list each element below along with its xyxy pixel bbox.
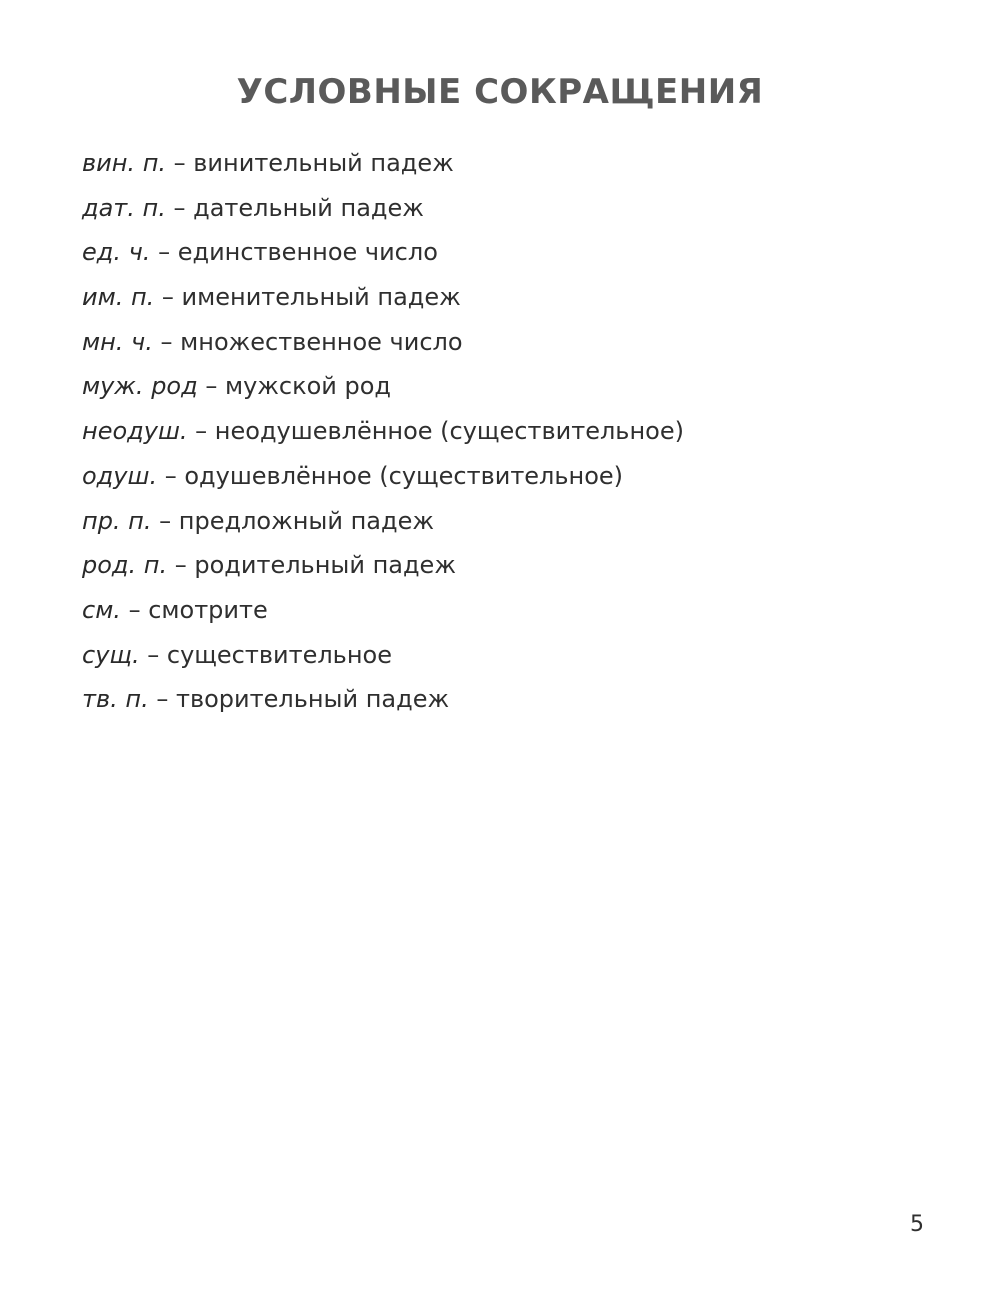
list-item [82,459,684,504]
list-item [82,548,684,593]
separator: – [120,595,149,624]
meaning: неодушевлённое (существительное) [214,417,684,446]
meaning: одушевлённое (существительное) [184,461,624,490]
abbreviation: род. п. [82,551,168,580]
abbreviation: им. п. [82,283,155,312]
meaning: родительный падеж [194,551,456,580]
separator: – [166,149,194,177]
separator: – [157,461,185,490]
separator: – [148,685,176,714]
separator: – [151,506,179,535]
separator: – [139,640,167,669]
meaning: винительный падеж [193,149,454,177]
abbreviation: мн. ч. [82,327,153,356]
abbreviation: неодуш. [82,417,188,446]
list-item [82,369,684,414]
abbreviation: тв. п. [82,685,149,714]
page-number: 5 [910,1212,924,1237]
list-item [82,414,684,459]
meaning: мужской род [224,372,392,401]
separator: – [197,372,225,401]
list-item [82,638,684,683]
list-item [82,235,684,280]
meaning: множественное число [180,327,463,356]
abbreviation: одуш. [82,461,158,490]
abbreviation: ед. ч. [82,238,151,267]
meaning: существительное [166,640,392,669]
separator: – [152,327,181,356]
meaning: именительный падеж [181,283,461,312]
separator: – [167,551,195,580]
list-item [82,191,684,236]
list-item [82,682,684,727]
abbreviation: муж. род [82,372,198,401]
separator: – [187,417,215,446]
abbreviation: см. [82,595,121,624]
meaning: единственное число [177,238,438,267]
list-item [82,280,684,325]
abbreviation: пр. п. [82,506,152,535]
abbreviation: сущ. [82,640,140,669]
page-title: УСЛОВНЫЕ СОКРАЩЕНИЯ [236,72,764,112]
list-item [82,504,684,549]
separator: – [165,193,194,222]
meaning: предложный падеж [178,506,434,535]
separator: – [154,283,182,312]
list-item [82,146,684,191]
abbreviations-list [82,146,684,727]
meaning: смотрите [148,595,268,624]
separator: – [150,238,178,267]
abbreviation: дат. п. [82,193,166,222]
list-item [82,325,684,370]
abbreviation: вин. п. [82,149,167,177]
meaning: дательный падеж [193,193,424,222]
list-item [82,593,684,638]
meaning: творительный падеж [175,685,450,714]
